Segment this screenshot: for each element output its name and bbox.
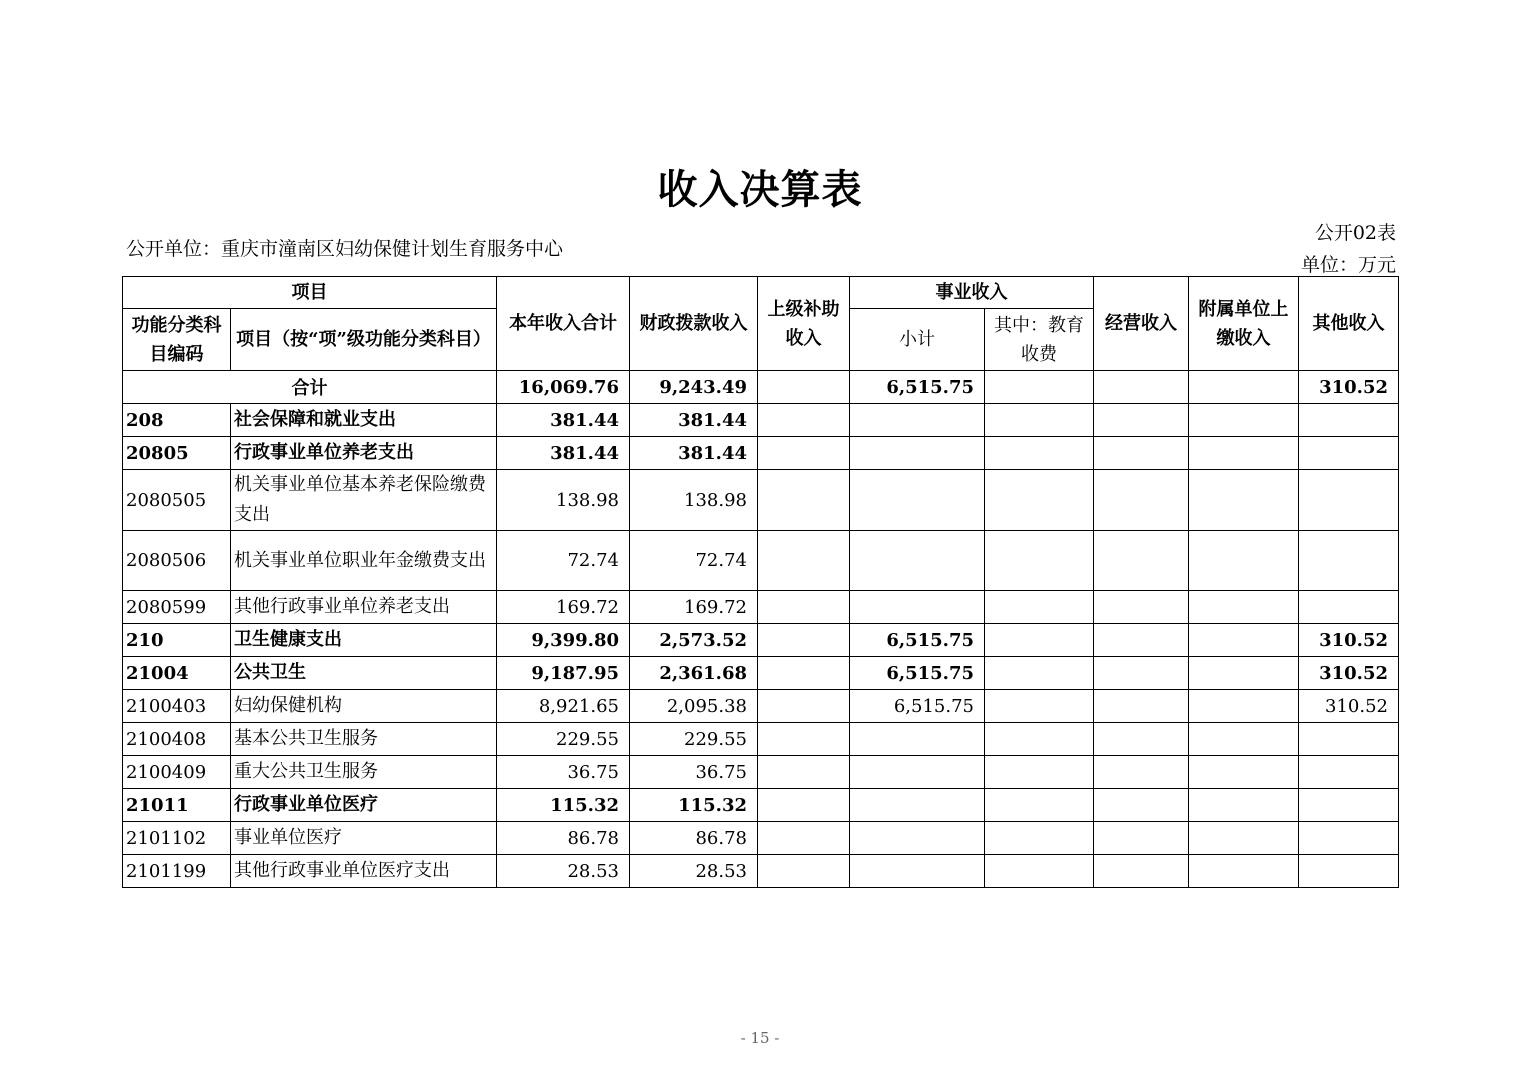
- cell-other: [1299, 822, 1399, 855]
- cell-code: 2080505: [123, 470, 231, 531]
- cell-operating: [1094, 657, 1189, 690]
- cell-name: 机关事业单位职业年金缴费支出: [231, 531, 497, 591]
- publisher-label: 公开单位：重庆市潼南区妇幼保健计划生育服务中心: [126, 238, 564, 260]
- table-row: [123, 531, 1399, 591]
- cell-fiscal: 229.55: [630, 723, 758, 756]
- cell-affiliated: [1189, 723, 1299, 756]
- cell-superior: [758, 723, 850, 756]
- cell-superior: [758, 690, 850, 723]
- cell-subtotal: [850, 723, 985, 756]
- header-subtotal: 小计: [850, 309, 985, 371]
- cell-code: 20805: [123, 437, 231, 470]
- cell-other: 310.52: [1299, 657, 1399, 690]
- cell-operating: [1094, 591, 1189, 624]
- cell-name: 机关事业单位基本养老保险缴费支出: [231, 470, 497, 531]
- cell-subtotal: [850, 756, 985, 789]
- cell-affiliated: [1189, 591, 1299, 624]
- cell-code: 208: [123, 404, 231, 437]
- cell-name: 卫生健康支出: [231, 624, 497, 657]
- cell-operating: [1094, 690, 1189, 723]
- cell-superior: [758, 531, 850, 591]
- page-title: 收入决算表: [657, 166, 863, 213]
- cell-operating: [1094, 531, 1189, 591]
- cell-fiscal: 115.32: [630, 789, 758, 822]
- cell-affiliated: [1189, 690, 1299, 723]
- cell-edu: [985, 690, 1094, 723]
- cell-edu: [985, 531, 1094, 591]
- cell-affiliated: [1189, 822, 1299, 855]
- cell-superior: [758, 437, 850, 470]
- cell-subtotal: 6,515.75: [850, 690, 985, 723]
- cell-total: 115.32: [497, 789, 630, 822]
- cell-operating: [1094, 822, 1189, 855]
- table-row: [123, 657, 1399, 690]
- cell-total: 138.98: [497, 470, 630, 531]
- cell-total: 229.55: [497, 723, 630, 756]
- cell-other: [1299, 531, 1399, 591]
- cell-superior: [758, 404, 850, 437]
- cell-other: 310.52: [1299, 624, 1399, 657]
- cell-name: 其他行政事业单位医疗支出: [231, 855, 497, 888]
- cell-superior: [758, 855, 850, 888]
- cell-fiscal: 169.72: [630, 591, 758, 624]
- header-operating: 经营收入: [1094, 277, 1189, 371]
- table-row: [123, 822, 1399, 855]
- header-total: 本年收入合计: [497, 277, 630, 371]
- cell-edu: [985, 591, 1094, 624]
- cell-subtotal: [850, 437, 985, 470]
- table-row: [123, 690, 1399, 723]
- cell-total: 8,921.65: [497, 690, 630, 723]
- cell-name: 行政事业单位医疗: [231, 789, 497, 822]
- cell-fiscal: 86.78: [630, 822, 758, 855]
- cell-superior: [758, 624, 850, 657]
- cell-edu: [985, 855, 1094, 888]
- cell-fiscal: 2,361.68: [630, 657, 758, 690]
- cell-operating: [1094, 756, 1189, 789]
- cell-name: 其他行政事业单位养老支出: [231, 591, 497, 624]
- cell-fiscal: 36.75: [630, 756, 758, 789]
- header-superior: 上级补助收入: [758, 277, 850, 371]
- cell-code: 2100408: [123, 723, 231, 756]
- cell-name: 公共卫生: [231, 657, 497, 690]
- cell-name: 基本公共卫生服务: [231, 723, 497, 756]
- cell-other: [1299, 437, 1399, 470]
- cell-affiliated: [1189, 531, 1299, 591]
- header-project: 项目: [123, 277, 497, 309]
- cell-total: 381.44: [497, 404, 630, 437]
- cell-fiscal: 381.44: [630, 404, 758, 437]
- table-row: [123, 756, 1399, 789]
- cell-superior: [758, 657, 850, 690]
- cell-code: 2100409: [123, 756, 231, 789]
- totals-total: 16,069.76: [497, 371, 630, 404]
- cell-other: [1299, 591, 1399, 624]
- cell-subtotal: [850, 855, 985, 888]
- cell-other: [1299, 723, 1399, 756]
- cell-name: 妇幼保健机构: [231, 690, 497, 723]
- cell-name: 行政事业单位养老支出: [231, 437, 497, 470]
- cell-affiliated: [1189, 789, 1299, 822]
- cell-fiscal: 2,095.38: [630, 690, 758, 723]
- cell-name: 社会保障和就业支出: [231, 404, 497, 437]
- cell-superior: [758, 789, 850, 822]
- cell-subtotal: [850, 789, 985, 822]
- cell-superior: [758, 822, 850, 855]
- cell-fiscal: 2,573.52: [630, 624, 758, 657]
- page-number: - 15 -: [740, 1029, 780, 1047]
- cell-affiliated: [1189, 657, 1299, 690]
- totals-subtotal: 6,515.75: [850, 371, 985, 404]
- totals-label: 合计: [123, 371, 497, 404]
- cell-name: 重大公共卫生服务: [231, 756, 497, 789]
- cell-edu: [985, 404, 1094, 437]
- cell-operating: [1094, 404, 1189, 437]
- header-func-name: 项目（按“项”级功能分类科目）: [231, 309, 497, 371]
- cell-total: 9,399.80: [497, 624, 630, 657]
- cell-affiliated: [1189, 470, 1299, 531]
- cell-total: 36.75: [497, 756, 630, 789]
- cell-affiliated: [1189, 855, 1299, 888]
- table-row: [123, 624, 1399, 657]
- cell-fiscal: 381.44: [630, 437, 758, 470]
- totals-affiliated: [1189, 371, 1299, 404]
- cell-fiscal: 28.53: [630, 855, 758, 888]
- table-row: [123, 470, 1399, 531]
- cell-fiscal: 72.74: [630, 531, 758, 591]
- totals-edu: [985, 371, 1094, 404]
- cell-code: 2080506: [123, 531, 231, 591]
- cell-edu: [985, 723, 1094, 756]
- cell-subtotal: [850, 470, 985, 531]
- cell-subtotal: [850, 404, 985, 437]
- cell-code: 21004: [123, 657, 231, 690]
- cell-code: 210: [123, 624, 231, 657]
- cell-code: 2101102: [123, 822, 231, 855]
- cell-other: [1299, 404, 1399, 437]
- cell-superior: [758, 470, 850, 531]
- cell-affiliated: [1189, 404, 1299, 437]
- cell-affiliated: [1189, 437, 1299, 470]
- totals-other: 310.52: [1299, 371, 1399, 404]
- totals-superior: [758, 371, 850, 404]
- cell-subtotal: [850, 531, 985, 591]
- cell-superior: [758, 756, 850, 789]
- cell-name: 事业单位医疗: [231, 822, 497, 855]
- header-func-code: 功能分类科目编码: [123, 309, 231, 371]
- cell-code: 2080599: [123, 591, 231, 624]
- cell-edu: [985, 789, 1094, 822]
- cell-other: [1299, 855, 1399, 888]
- totals-fiscal: 9,243.49: [630, 371, 758, 404]
- unit-label: 单位：万元: [1300, 254, 1396, 276]
- cell-total: 72.74: [497, 531, 630, 591]
- cell-total: 169.72: [497, 591, 630, 624]
- cell-other: [1299, 789, 1399, 822]
- cell-edu: [985, 756, 1094, 789]
- cell-code: 21011: [123, 789, 231, 822]
- table-row: [123, 789, 1399, 822]
- table-row: [123, 591, 1399, 624]
- cell-edu: [985, 822, 1094, 855]
- form-number: 公开02表: [1314, 222, 1396, 244]
- cell-affiliated: [1189, 624, 1299, 657]
- table-row: [123, 723, 1399, 756]
- header-edu: 其中：教育收费: [985, 309, 1094, 371]
- cell-total: 28.53: [497, 855, 630, 888]
- totals-operating: [1094, 371, 1189, 404]
- cell-other: 310.52: [1299, 690, 1399, 723]
- cell-edu: [985, 437, 1094, 470]
- header-fiscal: 财政拨款收入: [630, 277, 758, 371]
- cell-subtotal: 6,515.75: [850, 624, 985, 657]
- cell-subtotal: [850, 591, 985, 624]
- cell-subtotal: 6,515.75: [850, 657, 985, 690]
- table-row: [123, 404, 1399, 437]
- cell-operating: [1094, 789, 1189, 822]
- cell-operating: [1094, 855, 1189, 888]
- cell-other: [1299, 470, 1399, 531]
- cell-operating: [1094, 437, 1189, 470]
- cell-total: 381.44: [497, 437, 630, 470]
- cell-edu: [985, 470, 1094, 531]
- cell-subtotal: [850, 822, 985, 855]
- income-table: [122, 276, 1399, 888]
- cell-code: 2101199: [123, 855, 231, 888]
- cell-edu: [985, 624, 1094, 657]
- cell-operating: [1094, 723, 1189, 756]
- cell-superior: [758, 591, 850, 624]
- table-row: [123, 855, 1399, 888]
- header-affiliated: 附属单位上缴收入: [1189, 277, 1299, 371]
- cell-code: 2100403: [123, 690, 231, 723]
- table-row: [123, 437, 1399, 470]
- header-other: 其他收入: [1299, 277, 1399, 371]
- cell-affiliated: [1189, 756, 1299, 789]
- cell-fiscal: 138.98: [630, 470, 758, 531]
- table-body: [123, 371, 1399, 888]
- cell-other: [1299, 756, 1399, 789]
- cell-total: 86.78: [497, 822, 630, 855]
- header-business: 事业收入: [850, 277, 1094, 309]
- cell-operating: [1094, 624, 1189, 657]
- cell-operating: [1094, 470, 1189, 531]
- cell-total: 9,187.95: [497, 657, 630, 690]
- cell-edu: [985, 657, 1094, 690]
- totals-row: [123, 371, 1399, 404]
